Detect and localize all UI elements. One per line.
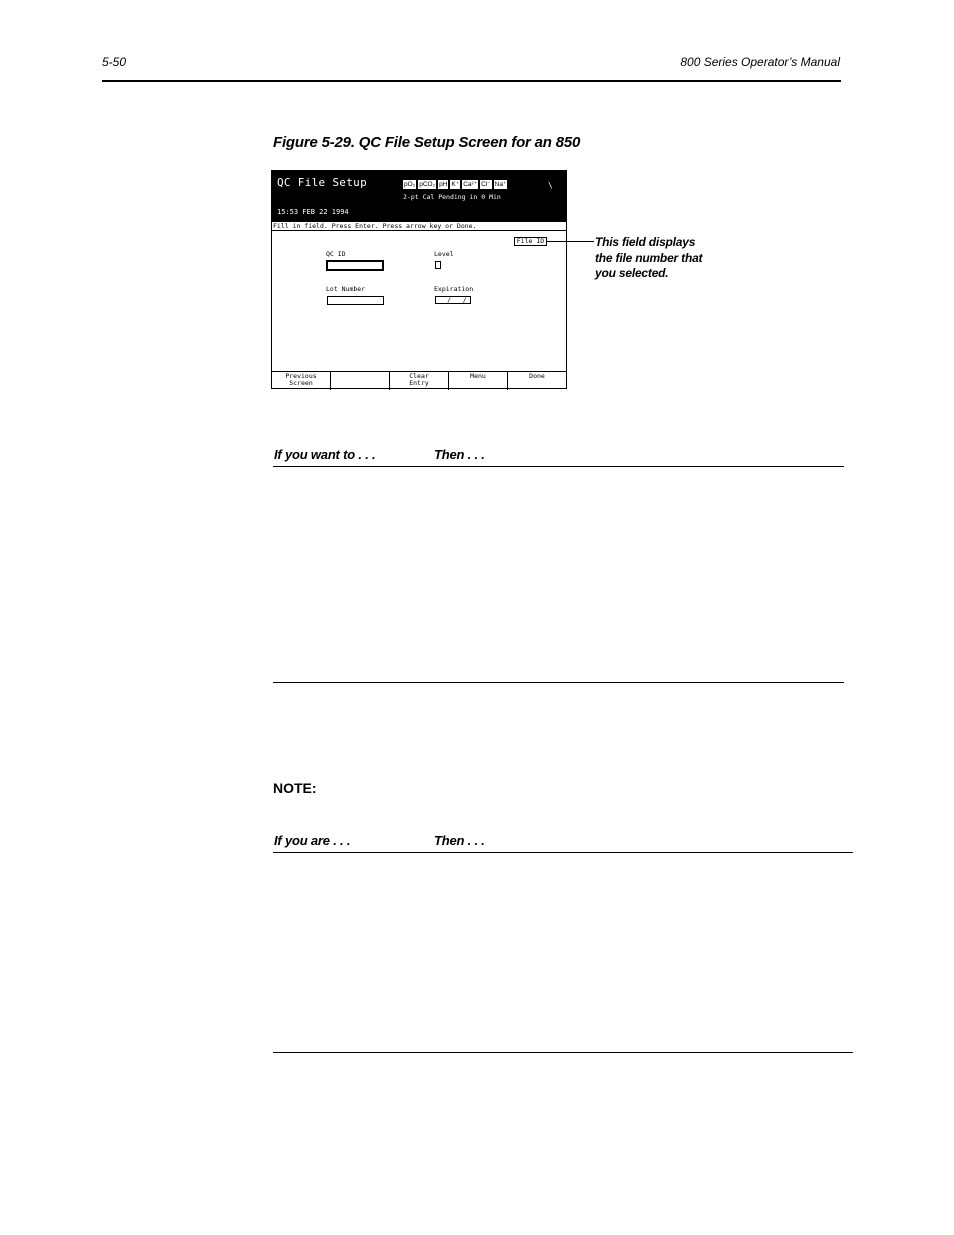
file-id-callout: This field displays the file number that you selected. bbox=[595, 235, 703, 280]
table1-col2-header: Then . . . bbox=[434, 447, 485, 462]
page-number: 5-50 bbox=[102, 55, 127, 69]
lot-number-label: Lot Number bbox=[326, 285, 366, 293]
message-bar: Fill in field. Press Enter. Press arrow key or Done. bbox=[272, 222, 566, 231]
analyte-ph: pH bbox=[439, 181, 448, 188]
qc-id-label: QC ID bbox=[326, 250, 346, 258]
analyte-po2: pO₂ bbox=[404, 181, 416, 188]
analyte-pco2: pCO₂ bbox=[419, 181, 436, 188]
analyte-ca: Ca²⁺ bbox=[463, 181, 478, 188]
activity-indicator: \ bbox=[548, 181, 553, 190]
table2-header-rule bbox=[273, 852, 853, 853]
qc-id-input[interactable] bbox=[326, 260, 384, 271]
table1-col1-header: If you want to . . . bbox=[274, 447, 376, 462]
menu-key[interactable]: Menu bbox=[448, 372, 507, 390]
clear-entry-key[interactable]: Clear Entry bbox=[389, 372, 448, 390]
file-id-field[interactable]: File ID bbox=[514, 237, 547, 246]
analyte-k: K⁺ bbox=[451, 181, 460, 188]
figure-title: Figure 5-29. QC File Setup Screen for an 850 bbox=[273, 134, 581, 151]
note-label: NOTE: bbox=[273, 780, 317, 796]
qc-file-setup-screen bbox=[271, 170, 567, 389]
table1-bottom-rule bbox=[273, 682, 844, 683]
callout-leader-line bbox=[546, 241, 594, 242]
expiration-label: Expiration bbox=[434, 285, 474, 293]
level-label: Level bbox=[434, 250, 454, 258]
level-input[interactable] bbox=[435, 261, 441, 269]
manual-title: 800 Series Operator’s Manual bbox=[680, 55, 840, 69]
done-key[interactable]: Done bbox=[507, 372, 566, 390]
expiration-input[interactable]: _ / _ / bbox=[435, 296, 471, 304]
blank-key[interactable] bbox=[330, 372, 389, 390]
table2-bottom-rule bbox=[273, 1052, 853, 1053]
cal-status: 2-pt Cal Pending in 0 Min bbox=[403, 193, 501, 201]
screen-datetime: 15:53 FEB 22 1994 bbox=[277, 208, 349, 216]
table2-col2-header: Then . . . bbox=[434, 833, 485, 848]
table2-col1-header: If you are . . . bbox=[274, 833, 351, 848]
analyte-indicators bbox=[403, 180, 507, 189]
screen-status-bar bbox=[272, 171, 566, 222]
analyte-na: Na⁺ bbox=[494, 181, 507, 188]
function-key-bar bbox=[272, 371, 566, 390]
screen-title: QC File Setup bbox=[277, 176, 367, 189]
lot-number-input[interactable] bbox=[327, 296, 384, 305]
previous-screen-key[interactable]: Previous Screen bbox=[285, 372, 317, 387]
analyte-cl: Cl⁻ bbox=[481, 181, 491, 188]
header-rule bbox=[102, 80, 841, 82]
table1-header-rule bbox=[273, 466, 844, 467]
